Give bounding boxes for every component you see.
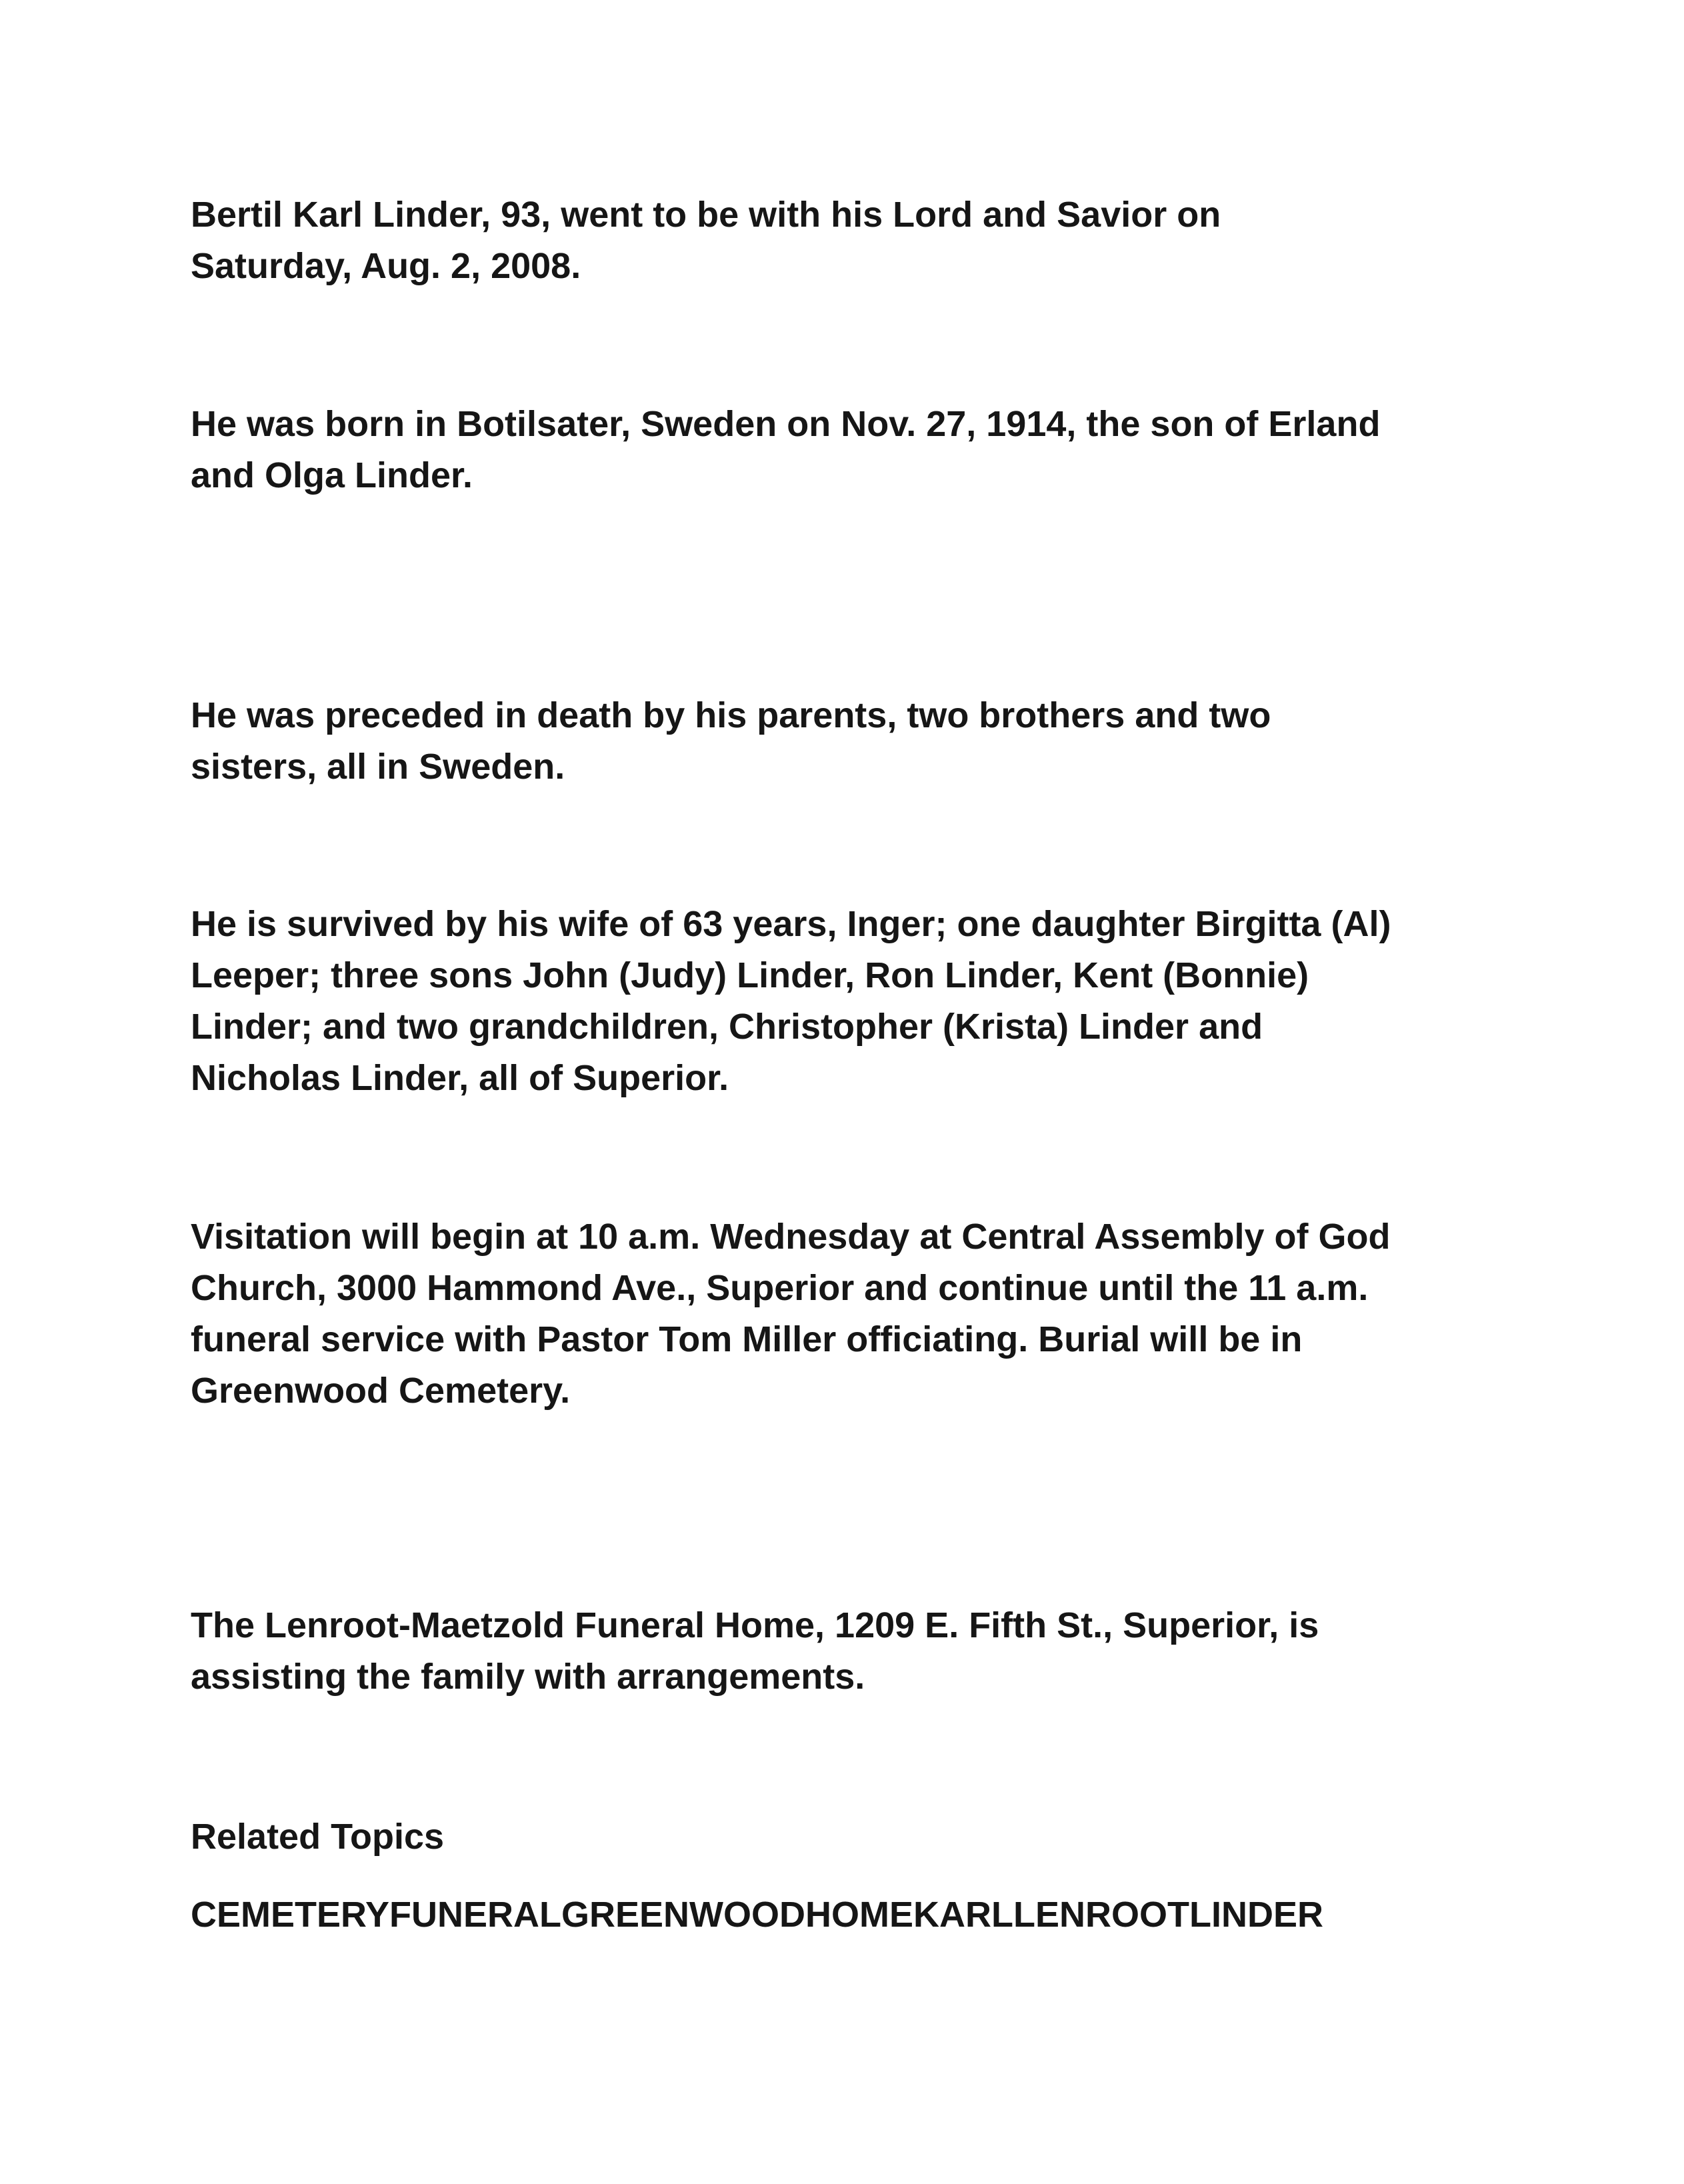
text-line: assisting the family with arrangements. <box>191 1657 865 1697</box>
text-line: Leeper; three sons John (Judy) Linder, Ron Linder, Kent (Bonnie) <box>191 955 1309 995</box>
related-topics-list <box>191 1889 1323 1941</box>
topic-tag-cemetery[interactable]: CEMETERY <box>191 1895 390 1935</box>
text-line: The Lenroot-Maetzold Funeral Home, 1209 E. Fifth St., Superior, is <box>191 1605 1319 1645</box>
text-line: and Olga Linder. <box>191 455 473 495</box>
topic-tag-karl[interactable]: KARL <box>913 1895 1014 1935</box>
text-line: Bertil Karl Linder, 93, went to be with his Lord and Savior on <box>191 195 1221 235</box>
topic-tag-lenroot[interactable]: LENROOT <box>1013 1895 1190 1935</box>
text-line: funeral service with Pastor Tom Miller officiating. Burial will be in <box>191 1319 1303 1359</box>
text-line: Greenwood Cemetery. <box>191 1371 571 1411</box>
topic-tag-funeral[interactable]: FUNERAL <box>389 1895 562 1935</box>
obituary-paragraph-preceded <box>191 690 1524 793</box>
text-line: Church, 3000 Hammond Ave., Superior and continue until the 11 a.m. <box>191 1268 1369 1308</box>
text-line: Linder; and two grandchildren, Christopher (Krista) Linder and <box>191 1007 1263 1047</box>
obituary-paragraph-death <box>191 189 1524 292</box>
obituary-paragraph-visitation <box>191 1211 1524 1417</box>
topic-tag-home[interactable]: HOME <box>805 1895 914 1935</box>
related-topics-heading: Related Topics <box>191 1817 445 1857</box>
text-line: sisters, all in Sweden. <box>191 747 565 787</box>
obituary-paragraph-birth <box>191 399 1524 501</box>
topic-tag-linder[interactable]: LINDER <box>1189 1895 1324 1935</box>
text-line: He was born in Botilsater, Sweden on Nov. 27, 1914, the son of Erland <box>191 404 1381 444</box>
topic-tag-greenwood[interactable]: GREENWOOD <box>561 1895 806 1935</box>
text-line: Nicholas Linder, all of Superior. <box>191 1058 729 1098</box>
obituary-paragraph-survived <box>191 899 1524 1104</box>
text-line: He was preceded in death by his parents, two brothers and two <box>191 695 1271 735</box>
obituary-paragraph-funeral-home <box>191 1600 1524 1703</box>
text-line: He is survived by his wife of 63 years, Inger; one daughter Birgitta (Al) <box>191 904 1391 944</box>
text-line: Saturday, Aug. 2, 2008. <box>191 246 581 286</box>
text-line: Visitation will begin at 10 a.m. Wednesday at Central Assembly of God <box>191 1217 1391 1257</box>
